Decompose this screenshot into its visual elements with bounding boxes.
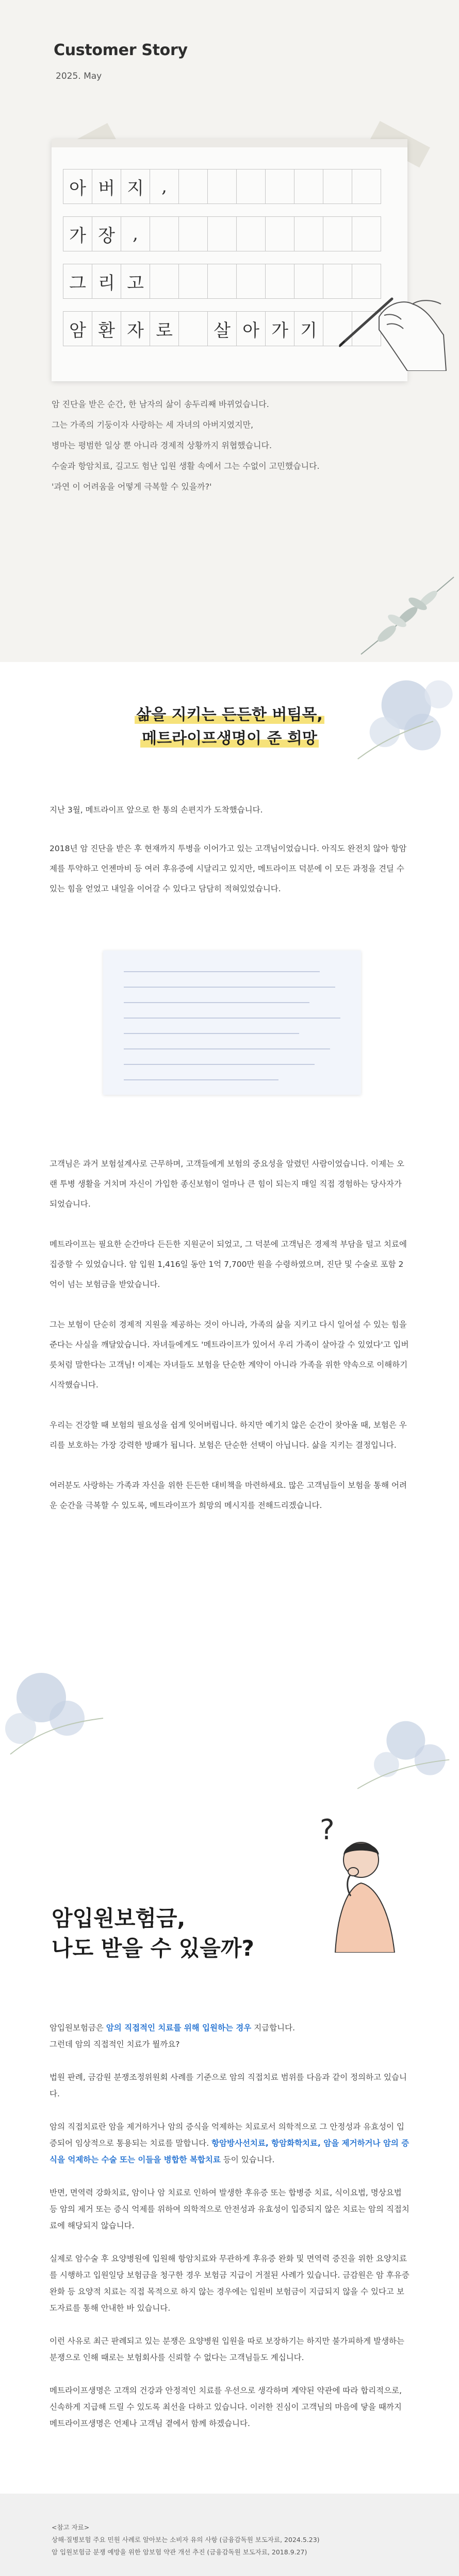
note-cell: , [150, 169, 179, 204]
note-cell: 버 [92, 169, 121, 204]
page-title: Customer Story [54, 41, 188, 59]
highlight-text: 항암방사선치료, 항암화학치료, 암을 제거하거나 암의 증식을 억제하는 수술 또는 이들을 병합한 복합치료 [50, 2139, 409, 2164]
qa-title-line-1: 암입원보험금, [52, 1906, 186, 1931]
intro-line: 병마는 평범한 일상 뿐 아니라 경제적 상황까지 위협했습니다. [52, 440, 272, 450]
issue-date: 2025. May [56, 71, 102, 81]
intro-line: 수술과 항암치료, 길고도 험난 입원 생활 속에서 그는 수없이 고민했습니다. [52, 461, 320, 471]
question-mark-icon: ? [320, 1814, 335, 1846]
note-cell [236, 169, 266, 204]
note-cell [207, 264, 237, 299]
note-cell [294, 216, 323, 251]
story-title [0, 703, 459, 751]
qa-title-line-2: 나도 받을 수 있을까? [52, 1936, 254, 1961]
note-cell [236, 264, 266, 299]
reference-item: 상해·질병보험 주요 민원 사례로 알아보는 소비자 유의 사항 (금융감독원 보도자료, 2024.5.23) [52, 2536, 320, 2544]
story-paragraph: 여러분도 사랑하는 가족과 자신을 위한 든든한 대비책을 마련하세요. 많은 고객님들이 보험을 통해 어려운 순간을 극복할 수 있도록, 메트라이프가 희망의 메시지를 전해드리겠습니다. [50, 1481, 407, 1510]
note-cell: 그 [63, 264, 92, 299]
intro-text [52, 394, 423, 497]
flower-decoration [0, 1641, 155, 1765]
note-cell: 환 [92, 311, 121, 346]
hand-with-pen-illustration [330, 268, 449, 371]
note-cell: 암 [63, 311, 92, 346]
footer-section [0, 2494, 459, 2576]
story-title-line-1: 삶을 지키는 든든한 버팀목, [135, 706, 324, 724]
qa-title [52, 1904, 254, 1963]
qa-section [0, 1803, 459, 2494]
note-cell [178, 169, 208, 204]
highlight-text: 암의 직접적인 치료를 위해 입원하는 경우 [106, 2023, 252, 2032]
story-title-line-2: 메트라이프생명이 준 희망 [140, 730, 319, 748]
qa-paragraph: 그런데 암의 직접적인 치료가 뭘까요? [50, 2040, 180, 2049]
note-cell: 아 [236, 311, 266, 346]
story-paragraph: 우리는 건강할 때 보험의 필요성을 쉽게 잊어버립니다. 하지만 예기치 않은 순간이 찾아올 때, 보험은 우리를 보호하는 가장 강력한 방패가 됩니다. 보험은 단순한 선택이 아닙니다. 삶을 지키는 결정입니다. [50, 1420, 407, 1450]
qa-paragraph: 이런 사유로 최근 판례되고 있는 분쟁은 요양병원 입원을 따로 보장하기는 하지만 불가피하게 발생하는 분쟁으로 인해 때로는 보험회사를 신뢰할 수 없다는 고객님들도 계십니다. [50, 2336, 404, 2362]
story-intro [50, 800, 411, 899]
story-section [0, 662, 459, 1803]
qa-paragraph: 반면, 면역력 강화치료, 암이나 암 치료로 인하여 발생한 후유증 또는 합병증 치료, 식이요법, 명상요법 등 암의 제거 또는 증식 억제를 위하여 의학적으로 안전성과 유효성이 입증되지 않은 치료는 암의 직접치료에 해당되지 않습니다. [50, 2188, 409, 2230]
story-paragraph: 지난 3월, 메트라이프 앞으로 한 통의 손편지가 도착했습니다. [50, 805, 263, 815]
note-cell [294, 264, 323, 299]
note-cell: 살 [207, 311, 237, 346]
intro-line: '과연 이 어려움을 어떻게 극복할 수 있을까?' [52, 482, 212, 492]
note-cell [352, 216, 381, 251]
story-paragraph: 2018년 암 진단을 받은 후 현재까지 투병을 이어가고 있는 고객님이었습니다. 아직도 완전치 않아 항암제를 투약하고 언젠마비 등 여러 후유증에 시달리고 있지만, 메트라이프 덕분에 이 모든 과정을 견딜 수 있는 힘을 얻었고 내일을 이어갈 수 있다고 담담히 적혀있었습니다. [50, 844, 407, 893]
qa-paragraph: 실제로 암수술 후 요양병원에 입원해 항암치료와 무관하게 후유증 완화 및 면역력 증진을 위한 요양치료를 시행하고 입원일당 보험금을 청구한 경우 보험금 지급이 거절된 사례가 있습니다. 금감원은 암 후유증 완화 등 요양적 치료는 직접 목적으로 하지 않는 경우에는 입원비 보험금이 지급되지 않을 수 있다고 보도자료를 통해 안내한 바 있습니다. [50, 2254, 409, 2313]
note-cell: 가 [265, 311, 294, 346]
story-body [50, 1154, 411, 1536]
note-cell: 로 [150, 311, 179, 346]
note-row-1 [63, 169, 381, 204]
qa-paragraph: 메트라이프생명은 고객의 건강과 안정적인 치료를 우선으로 생각하며 계약된 약관에 따라 합리적으로, 신속하게 지급해 드릴 수 있도록 최선을 다하고 있습니다. 이러한 진심이 고객님의 마음에 닿을 때까지 메트라이프생명은 언제나 고객님 곁에서 함께 하겠습니다. [50, 2386, 402, 2428]
note-cell: 가 [63, 216, 92, 251]
flower-decoration [304, 1687, 459, 1803]
note-cell: , [121, 216, 150, 251]
intro-line: 그는 가족의 기둥이자 사랑하는 세 자녀의 아버지였지만, [52, 420, 254, 430]
note-cell: 지 [121, 169, 150, 204]
intro-line: 암 진단을 받은 순간, 한 남자의 삶이 송두리째 바뀌었습니다. [52, 399, 269, 409]
note-cell [352, 169, 381, 204]
note-cell [265, 216, 294, 251]
note-cell [178, 216, 208, 251]
handwritten-letter-image [103, 951, 361, 1095]
note-cell: 리 [92, 264, 121, 299]
thinking-person-illustration [289, 1803, 418, 1953]
note-cell: 아 [63, 169, 92, 204]
header-section [0, 0, 459, 662]
note-cell [236, 216, 266, 251]
story-paragraph: 메트라이프는 필요한 순간마다 든든한 지원군이 되었고, 그 덕분에 고객님은 경제적 부담을 덜고 치료에 집중할 수 있었습니다. 암 입원 1,416일 동안 1억 7,700만 원을 수령하였으며, 진단 및 수술로 포함 2억이 넘는 보험금을 받았습니다. [50, 1240, 407, 1289]
story-paragraph: 고객님은 과거 보험설계사로 근무하며, 고객들에게 보험의 중요성을 알렸던 사람이었습니다. 이제는 오랜 투병 생활을 거치며 자신이 가입한 종신보험이 얼마나 큰 힘이 되는지 매일 직접 경험하는 당사자가 되었습니다. [50, 1159, 404, 1209]
note-cell: 자 [121, 311, 150, 346]
note-cell [265, 169, 294, 204]
note-cell [323, 216, 352, 251]
note-cell [150, 264, 179, 299]
references-title: <참고 자료> [52, 2523, 90, 2531]
note-cell [207, 169, 237, 204]
story-paragraph: 그는 보험이 단순히 경제적 지원을 제공하는 것이 아니라, 가족의 삶을 지키고 다시 일어설 수 있는 힘을 준다는 사실을 깨달았습니다. 자녀들에게도 '메트라이프가 있어서 우리 가족이 살아갈 수 있었다'고 입버릇처럼 말한다는 고객님! 이제는 자녀들도 보험을 단순한 계약이 아니라 가족을 위한 약속으로 이해하기 시작했습니다. [50, 1320, 409, 1389]
note-cell [265, 264, 294, 299]
qa-paragraph: 암입원보험금은 암의 직접적인 치료를 위해 입원하는 경우 지급합니다. [50, 2023, 296, 2032]
note-cell: 고 [121, 264, 150, 299]
note-cell [178, 311, 208, 346]
qa-paragraph: 암의 직접치료란 암을 제거하거나 암의 증식을 억제하는 치료로서 의학적으로 그 안정성과 유효성이 입증되어 임상적으로 통용되는 치료를 말합니다. 항암방사선치료, 항암화학치료, 암을 제거하거나 암의 증식을 억제하는 수술 또는 이들을 병합한 복합치료 등이 있습니다. [50, 2122, 409, 2164]
qa-body [50, 2020, 411, 2448]
leaf-decoration [340, 562, 459, 665]
note-cell [150, 216, 179, 251]
note-row-2 [63, 216, 381, 251]
references [52, 2521, 407, 2558]
note-cell: 기 [294, 311, 323, 346]
note-cell [178, 264, 208, 299]
reference-item: 암 입원보험금 분쟁 예방을 위한 암보험 약관 개선 추진 (금융감독원 보도자료, 2018.9.27) [52, 2548, 307, 2556]
note-cell: 장 [92, 216, 121, 251]
qa-paragraph: 법원 판례, 금감원 분쟁조정위원회 사례를 기준으로 암의 직접치료 범위를 다음과 같이 정의하고 있습니다. [50, 2073, 407, 2098]
note-cell [207, 216, 237, 251]
note-cell [323, 169, 352, 204]
note-cell [294, 169, 323, 204]
